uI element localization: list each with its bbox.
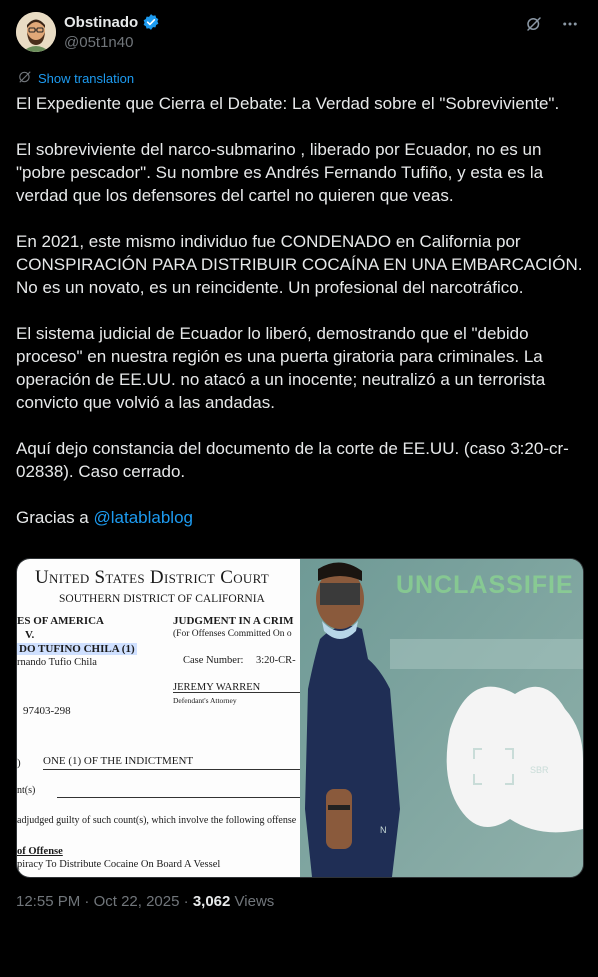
counts-label: nt(s) <box>17 785 36 796</box>
views-count: 3,062 <box>192 893 231 910</box>
attorney-name: JEREMY WARREN <box>173 682 261 693</box>
district-heading: SOUTHERN DISTRICT OF CALIFORNIA <box>59 593 265 605</box>
tweet-paragraph-1: El Expediente que Cierra el Debate: La Verdad sobre el "Sobreviviente". <box>16 94 560 113</box>
tweet-paragraph-3: En 2021, este mismo individuo fue CONDENADO en California por CONSPIRACIÓN PARA DISTRIBUIR COCAÍNA EN UNA EMBARCACIÓN. No es un novato, es un reincidente. Un profesional del narcotráfico. <box>16 232 583 297</box>
court-heading: United States District Court <box>35 567 269 588</box>
party-name: ES OF AMERICA <box>17 615 104 627</box>
count-prefix: ) <box>17 757 21 769</box>
separator-dot: · <box>84 893 94 910</box>
offense-text: piracy To Distribute Cocaine On Board A Vessel <box>17 859 221 870</box>
count-text: ONE (1) OF THE INDICTMENT <box>43 755 194 767</box>
defendant-alias: rnando Tufio Chila <box>17 657 97 668</box>
separator-dot: · <box>183 893 193 910</box>
bearded-man-avatar-icon <box>16 12 56 52</box>
marker-label: N <box>380 825 387 835</box>
defendant-name: DO TUFINO CHILA (1) <box>19 643 135 655</box>
tweet-paragraph-2: El sobreviviente del narco-submarino , liberado por Ecuador, no es un "pobre pescador". Su nombre es Andrés Fernando Tufiño, y esta es la verdad que los defensores del cartel no quieren que veas. <box>16 140 544 205</box>
case-number-label: Case Number: <box>183 655 244 666</box>
tweet-thanks <box>16 506 586 529</box>
views-label: Views <box>234 893 275 910</box>
divider-line <box>57 797 300 798</box>
thanks-prefix: Gracias a <box>16 508 94 527</box>
author-avatar[interactable] <box>16 12 56 52</box>
sbr-tag: SBR <box>530 765 549 775</box>
unclassified-overlay: UNCLASSIFIE <box>396 571 574 599</box>
show-translation-link[interactable] <box>18 70 134 87</box>
judgment-title: JUDGMENT IN A CRIM <box>173 615 294 627</box>
author-handle[interactable]: @05t1n40 <box>64 34 134 51</box>
versus-label: V. <box>25 629 35 641</box>
verified-badge-icon <box>142 13 160 31</box>
court-document-image[interactable] <box>17 559 300 877</box>
mention-link[interactable]: @latablablog <box>93 508 193 527</box>
booking-number: 97403-298 <box>23 705 71 717</box>
case-number: 3:20-CR- <box>256 655 296 666</box>
tweet-media[interactable] <box>16 558 584 878</box>
tweet-paragraph-4: El sistema judicial de Ecuador lo liberó, demostrando que el "debido proceso" en nuestra región es una puerta giratoria para criminales. La operación de EE.UU. no atacó a un inocente; neutralizó a un terrorista convicto que volvió a las andadas. <box>16 324 546 412</box>
tweet-paragraph-5: Aquí dejo constancia del documento de la corte de EE.UU. (caso 3:20-cr-02838). Caso cerrado. <box>16 439 569 481</box>
author-display-name[interactable]: Obstinado <box>64 13 139 31</box>
show-translation-label: Show translation <box>38 71 135 86</box>
more-options-icon[interactable] <box>560 14 580 34</box>
tweet-date[interactable]: Oct 22, 2025 <box>93 893 180 910</box>
tweet-body <box>16 92 586 552</box>
translate-icon <box>18 70 32 87</box>
detainee-photo[interactable] <box>300 559 583 877</box>
grok-icon[interactable] <box>524 14 544 34</box>
offense-header: of Offense <box>17 846 63 857</box>
attorney-label: Defendant's Attorney <box>173 696 237 705</box>
judgment-subtitle: (For Offenses Committed On o <box>173 629 292 639</box>
tweet-time[interactable]: 12:55 PM <box>16 893 81 910</box>
detainee-photo-illustration <box>300 559 583 877</box>
tweet-metadata <box>16 893 274 910</box>
adjudged-text: adjudged guilty of such count(s), which involve the following offense <box>17 815 297 826</box>
divider-line <box>43 769 300 770</box>
